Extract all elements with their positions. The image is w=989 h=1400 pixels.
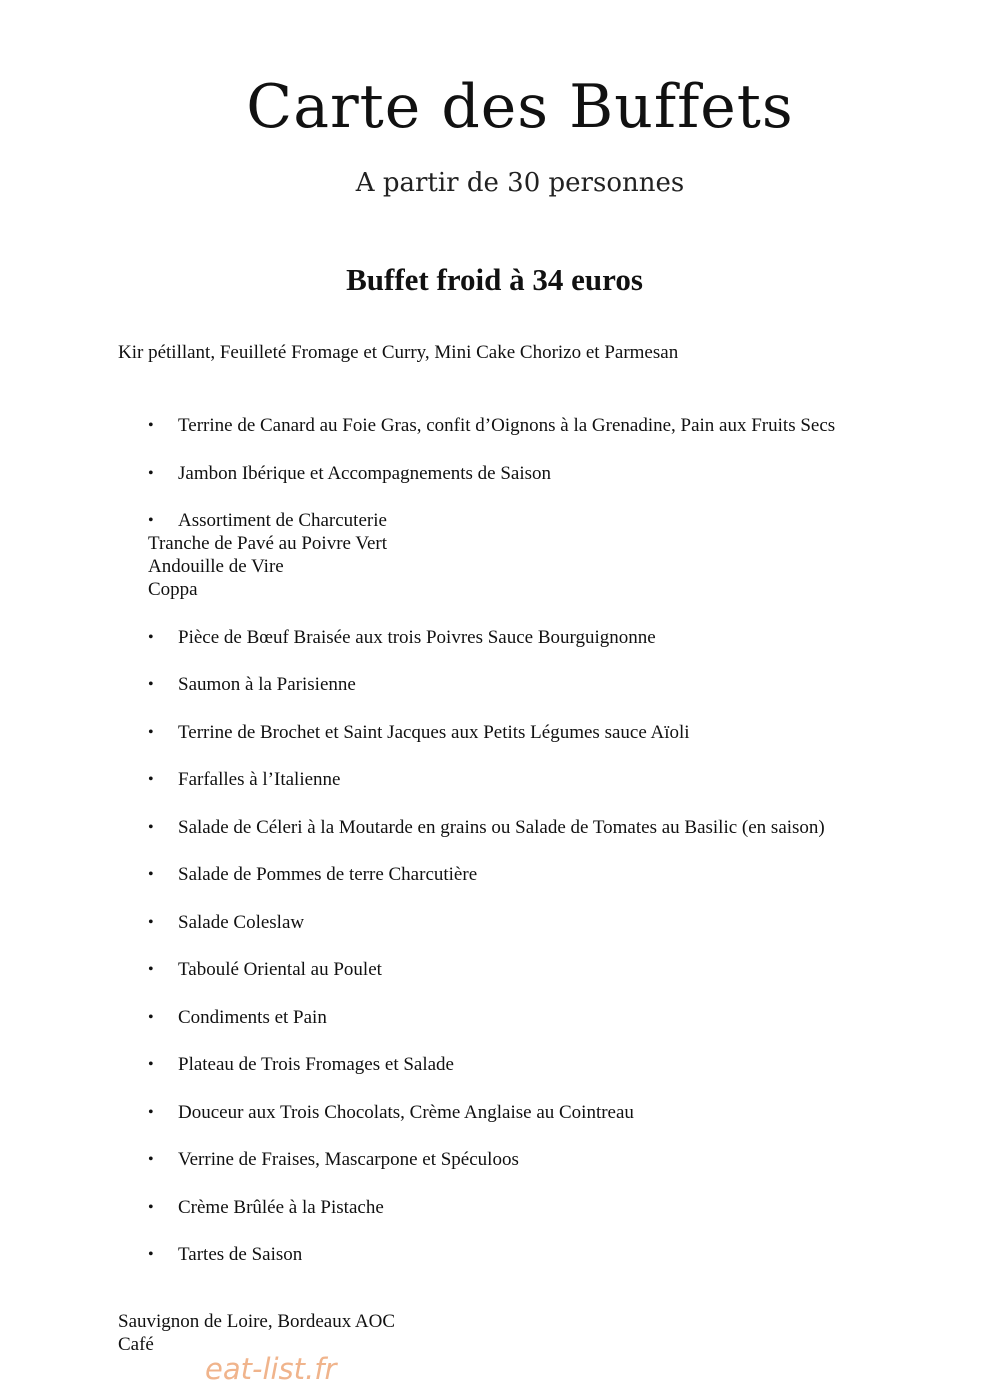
- menu-item-label: Salade Coleslaw: [178, 911, 305, 933]
- menu-item-label: Jambon Ibérique et Accompagnements de Saison: [178, 462, 552, 484]
- menu-item-label: Pièce de Bœuf Braisée aux trois Poivres Sauce Bourguignonne: [178, 626, 656, 648]
- menu-item-charcuterie: [148, 509, 948, 601]
- bullet-icon: •: [148, 676, 154, 693]
- menu-item: [148, 462, 948, 485]
- menu-item-label: Tartes de Saison: [178, 1244, 303, 1265]
- menu-list: [148, 414, 948, 1291]
- menu-item-label: Taboulé Oriental au Poulet: [178, 959, 382, 980]
- buffet-name: Buffet froid: [346, 262, 502, 297]
- menu-item-label: Farfalles à l’Italienne: [178, 769, 341, 790]
- menu-item-label: Douceur aux Trois Chocolats, Crème Anglaise au Cointreau: [178, 1101, 634, 1123]
- bullet-icon: •: [148, 464, 154, 482]
- bullet-icon: •: [148, 961, 154, 978]
- menu-item: [148, 911, 948, 934]
- charcuterie-detail: Tranche de Pavé au Poivre Vert: [148, 533, 388, 554]
- bullet-icon: •: [148, 1103, 154, 1121]
- bullet-icon: •: [148, 417, 154, 434]
- menu-item: [148, 1006, 948, 1029]
- menu-item-label: Saumon à la Parisienne: [178, 674, 356, 695]
- menu-item-label: Plateau de Trois Fromages et Salade: [178, 1054, 454, 1075]
- menu-item: [148, 1101, 948, 1124]
- menu-item: [148, 626, 948, 649]
- menu-item: [148, 1243, 948, 1266]
- bullet-icon: •: [148, 1151, 154, 1168]
- bullet-icon: •: [148, 818, 154, 836]
- menu-item-label: Verrine de Fraises, Mascarpone et Spéculoos: [178, 1149, 519, 1170]
- drinks-coffee: Café: [118, 1334, 154, 1355]
- menu-item: [148, 816, 948, 839]
- page-subtitle: A partir de 30 personnes: [355, 168, 685, 198]
- buffet-heading: [0, 262, 989, 298]
- bullet-icon: •: [148, 866, 154, 883]
- bullet-icon: •: [148, 723, 154, 741]
- drinks-section: [118, 1310, 395, 1356]
- charcuterie-detail: Coppa: [148, 579, 198, 600]
- menu-item-label: Crème Brûlée à la Pistache: [178, 1196, 384, 1218]
- menu-item: [148, 863, 948, 886]
- watermark: eat-list.fr: [205, 1352, 337, 1386]
- menu-item-label: Terrine de Canard au Foie Gras, confit d’Oignons à la Grenadine, Pain aux Fruits Secs: [178, 415, 836, 436]
- buffet-price: à 34 euros: [509, 262, 643, 297]
- drinks-wine: Sauvignon de Loire, Bordeaux AOC: [118, 1311, 396, 1332]
- menu-item-label: Condiments et Pain: [178, 1006, 327, 1028]
- menu-item-label: Terrine de Brochet et Saint Jacques aux Petits Légumes sauce Aïoli: [178, 721, 690, 743]
- bullet-icon: •: [148, 1008, 154, 1026]
- menu-item-label: Salade de Céleri à la Moutarde en grains ou Salade de Tomates au Basilic (en saison): [178, 816, 825, 838]
- menu-item-label: Assortiment de Charcuterie: [178, 510, 387, 531]
- bullet-icon: •: [148, 771, 154, 788]
- page-title: Carte des Buffets: [246, 72, 794, 142]
- menu-item: [148, 958, 948, 981]
- menu-item: [148, 673, 948, 696]
- bullet-icon: •: [148, 628, 154, 646]
- aperitif-line: Kir pétillant, Feuilleté Fromage et Curry, Mini Cake Chorizo et Parmesan: [118, 342, 679, 363]
- menu-item: [148, 1196, 948, 1219]
- bullet-icon: •: [148, 1246, 154, 1263]
- menu-item: [148, 768, 948, 791]
- menu-item: [148, 721, 948, 744]
- bullet-icon: •: [148, 913, 154, 931]
- bullet-icon: •: [148, 1198, 154, 1216]
- menu-item: [148, 1148, 948, 1171]
- bullet-icon: •: [148, 1056, 154, 1073]
- menu-item-label: Salade de Pommes de terre Charcutière: [178, 864, 478, 885]
- menu-item: [148, 414, 948, 437]
- charcuterie-detail: Andouille de Vire: [148, 556, 284, 577]
- bullet-icon: •: [148, 512, 154, 529]
- menu-item: [148, 1053, 948, 1076]
